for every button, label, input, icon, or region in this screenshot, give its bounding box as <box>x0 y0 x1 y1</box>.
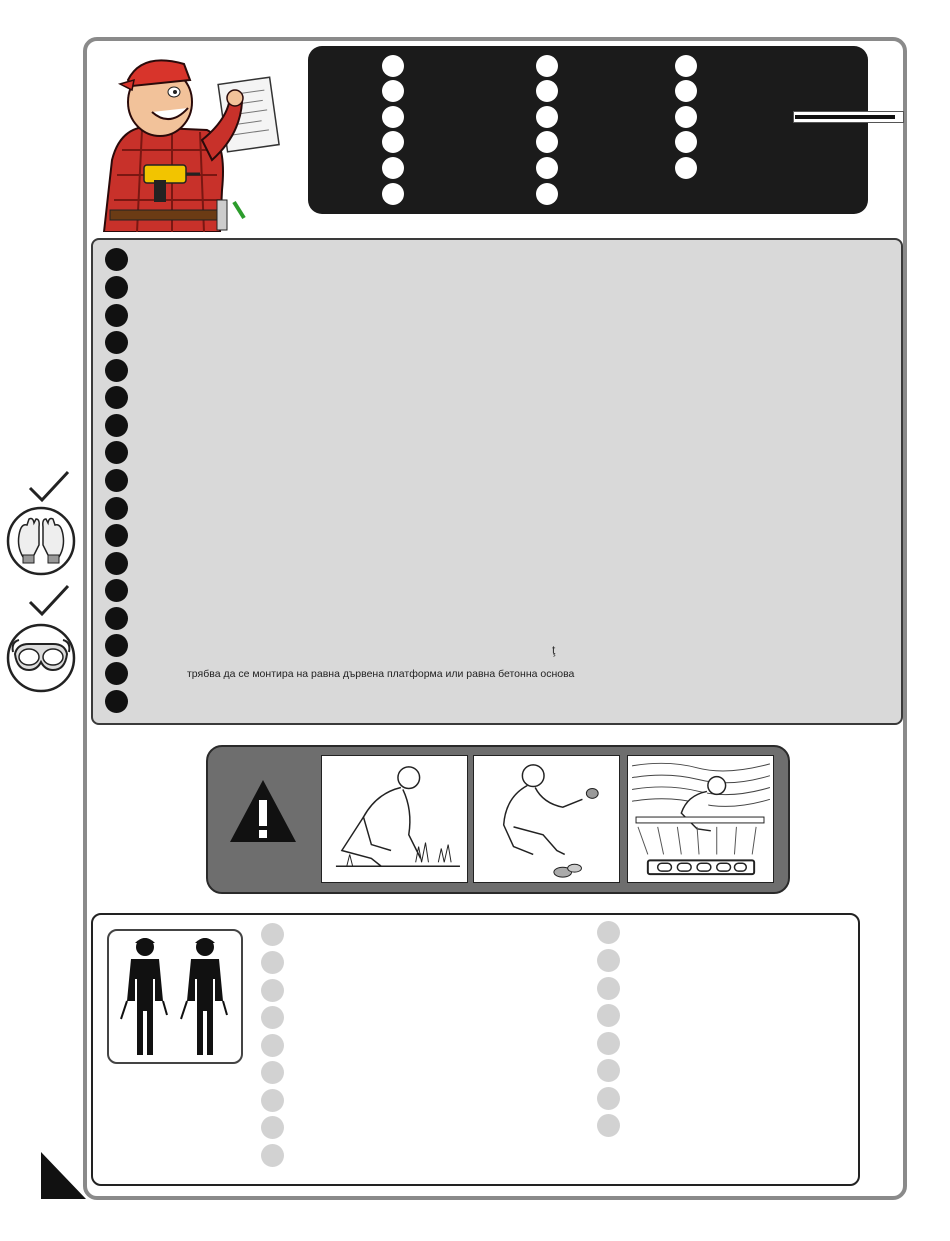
warning-triangle-icon <box>228 776 298 846</box>
assembly-step-bullet <box>597 1004 620 1027</box>
safety-goggles-icon <box>5 622 77 694</box>
platform-instruction-text: трябва да се монтира на равна дървена платформа или равна бетонна основа <box>187 668 575 680</box>
checklist-bullet <box>105 469 128 492</box>
legend-bullet <box>382 131 404 153</box>
checklist-bullet <box>105 552 128 575</box>
assembly-step-bullet <box>597 949 620 972</box>
checklist-bullet <box>105 248 128 271</box>
checklist-bullet <box>105 304 128 327</box>
checklist-bullet <box>105 276 128 299</box>
legend-bullet <box>536 183 558 205</box>
legend-bullet <box>382 55 404 77</box>
legend-bullet <box>675 55 697 77</box>
checklist-bullet <box>105 634 128 657</box>
assembly-step-bullet <box>261 979 284 1002</box>
legend-bullet <box>675 157 697 179</box>
handyman-illustration <box>92 50 282 232</box>
checkmark-icon <box>28 584 70 618</box>
legend-bullet <box>382 80 404 102</box>
legend-bullet <box>536 131 558 153</box>
legend-bullet <box>675 80 697 102</box>
checklist-bullet <box>105 662 128 685</box>
two-workers-icon <box>109 931 241 1062</box>
legend-bullet <box>382 157 404 179</box>
legend-bullet <box>675 106 697 128</box>
gloves-icon <box>5 505 77 577</box>
checklist-bullet <box>105 497 128 520</box>
legend-tab <box>793 111 904 123</box>
assembly-step-bullet <box>261 923 284 946</box>
clearing-grass-illustration <box>321 755 468 883</box>
legend-bullet <box>536 80 558 102</box>
legend-bullet <box>675 131 697 153</box>
removing-stones-illustration <box>473 755 620 883</box>
assembly-step-bullet <box>597 1032 620 1055</box>
assembly-step-bullet <box>261 1116 284 1139</box>
assembly-step-bullet <box>597 1087 620 1110</box>
legend-bullet <box>382 106 404 128</box>
checklist-bullet <box>105 331 128 354</box>
legend-bullet <box>536 157 558 179</box>
checklist-bullet <box>105 386 128 409</box>
legend-bullet <box>382 183 404 205</box>
two-workers-box <box>107 929 243 1064</box>
legend-bullet <box>536 106 558 128</box>
assembly-step-bullet <box>597 1059 620 1082</box>
assembly-step-bullet <box>597 977 620 1000</box>
leveling-ground-illustration <box>627 755 774 883</box>
checklist-bullet <box>105 524 128 547</box>
checkmark-icon <box>28 470 70 504</box>
checklist-bullet <box>105 441 128 464</box>
assembly-step-bullet <box>261 1144 284 1167</box>
preparation-checklist-panel <box>91 238 903 725</box>
checklist-bullet <box>105 607 128 630</box>
checklist-bullet <box>105 579 128 602</box>
checklist-bullet <box>105 359 128 382</box>
legend-bullet <box>536 55 558 77</box>
assembly-step-bullet <box>597 921 620 944</box>
assembly-step-bullet <box>261 1006 284 1029</box>
checklist-mark: ţ <box>552 643 556 657</box>
assembly-step-bullet <box>261 1034 284 1057</box>
assembly-step-bullet <box>597 1114 620 1137</box>
assembly-step-bullet <box>261 951 284 974</box>
assembly-step-bullet <box>261 1061 284 1084</box>
page-corner-marker <box>41 1152 86 1199</box>
checklist-bullet <box>105 414 128 437</box>
assembly-step-bullet <box>261 1089 284 1112</box>
checklist-bullet <box>105 690 128 713</box>
